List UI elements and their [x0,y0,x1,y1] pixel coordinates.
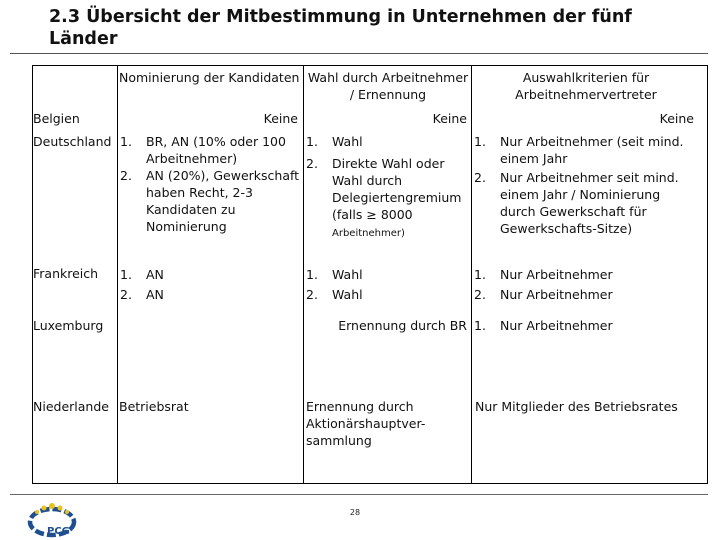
list-item: 1. Wahl [306,134,363,149]
deutschland-nomination-list [120,133,302,235]
list-item: 2. Direkte Wahl oder Wahl durch Delegiertengremium (falls ≥ 8000 Arbeitnehmer) [306,156,462,239]
list-item: 1. Nur Arbeitnehmer (seit mind. einem Jahr [474,134,684,166]
row-country-deutschland: Deutschland [33,134,112,149]
list-item: 2. Nur Arbeitnehmer [474,287,613,302]
niederlande-election: Ernennung durch Aktionärshauptver-sammlung [306,399,426,448]
belgien-election: Keine [432,111,467,126]
threshold-note: (falls ≥ 8000 [332,207,413,222]
list-item: 2. Nur Arbeitnehmer seit mind. einem Jahr / Nominierung durch Gewerkschaft für Gewerkschafts-Sitze) [474,170,679,236]
list-item: 1. Wahl [306,267,363,282]
logo-text: PCG [47,526,70,537]
list-item: 2. AN [120,287,164,302]
column-divider [303,65,304,484]
page-title: 2.3 Übersicht der Mitbestimmung in Unternehmen der fünf Länder [49,7,632,49]
niederlande-criteria: Nur Mitglieder des Betriebsrates [475,399,678,414]
list-item: 2. AN (20%), Gewerkschaft haben Recht, 2-3 Kandidaten zu Nominierung [120,168,300,234]
list-item: 1. AN [120,267,164,282]
frankreich-nomination-list [120,265,302,305]
footer-divider [10,494,708,495]
row-country-belgien: Belgien [33,111,80,126]
belgien-criteria: Keine [659,111,694,126]
deutschland-criteria-list [474,133,696,237]
belgien-nomination: Keine [263,111,298,126]
list-item: 1. Nur Arbeitnehmer [474,318,613,333]
column-divider [117,65,118,484]
row-country-niederlande: Niederlande [33,399,109,414]
header-criteria: Auswahlkriterien für Arbeitnehmervertreter [515,70,657,102]
frankreich-criteria-list [474,265,696,305]
page-number: 28 [349,508,361,517]
row-country-frankreich: Frankreich [33,266,99,281]
row-country-luxemburg: Luxemburg [33,318,104,333]
list-item: 1. BR, AN (10% oder 100 Arbeitnehmer) [120,134,286,166]
column-divider [471,65,472,484]
deutschland-election-list [306,133,468,242]
list-item: 2. Wahl [306,287,363,302]
frankreich-election-list [306,265,468,305]
niederlande-nomination: Betriebsrat [119,399,189,414]
threshold-note-unit: Arbeitnehmer) [332,228,405,239]
luxemburg-election: Ernennung durch BR [338,318,467,333]
list-item: 1. Nur Arbeitnehmer [474,267,613,282]
header-nomination: Nominierung der Kandidaten [119,70,300,85]
title-divider [10,53,708,54]
luxemburg-criteria-list [474,317,696,334]
header-election: Wahl durch Arbeitnehmer / Ernennung [307,70,469,102]
